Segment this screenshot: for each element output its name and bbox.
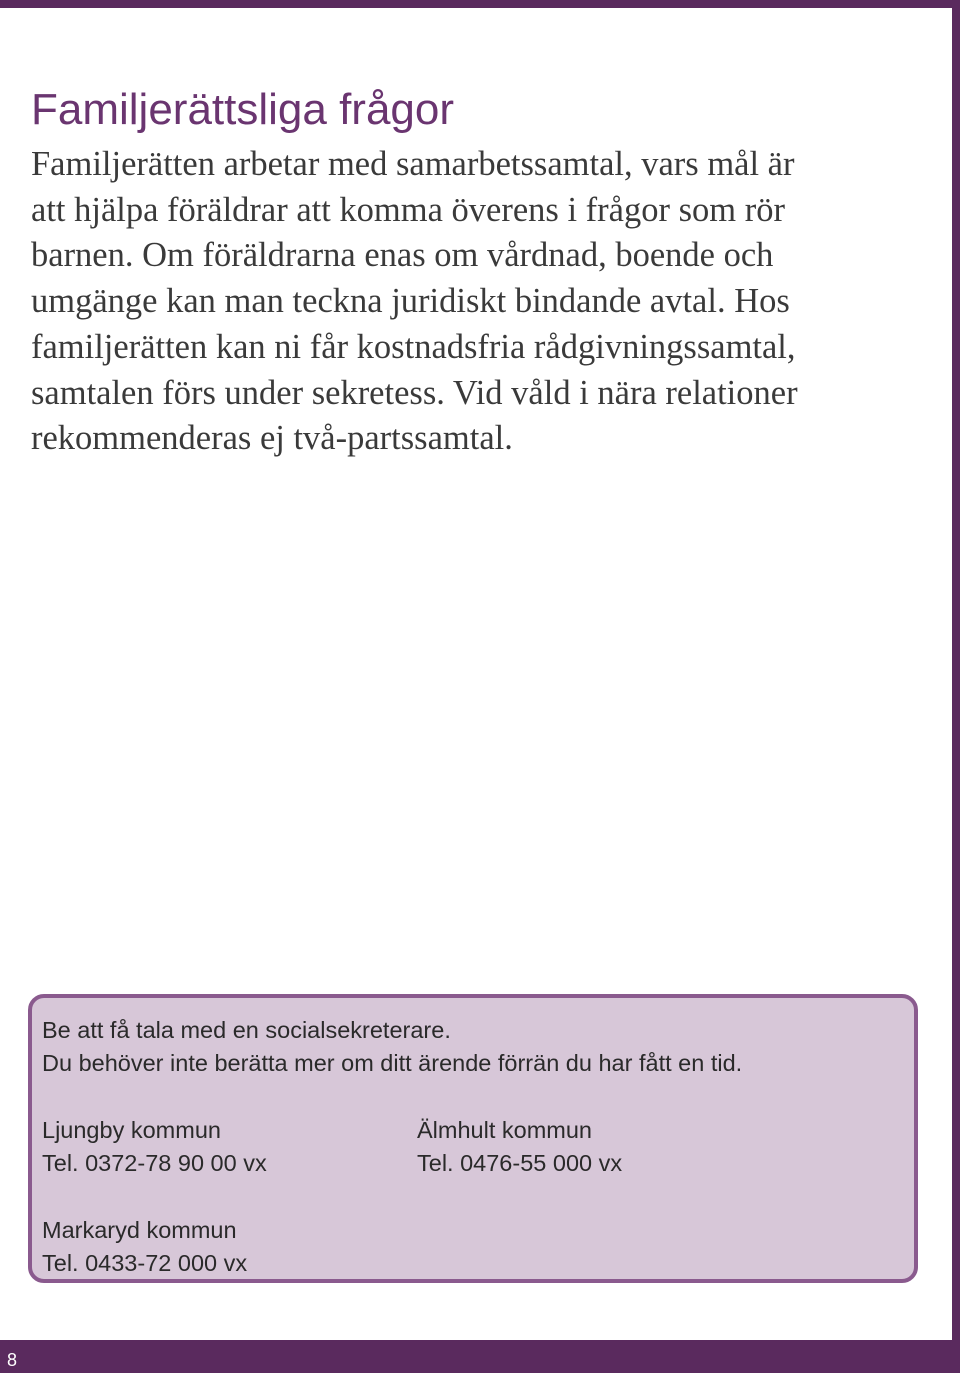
paragraph-line: rekommenderas ej två-partssamtal. [31,419,513,458]
document-page [0,8,952,1340]
paragraph-line: barnen. Om föräldrarna enas om vårdnad, boende och [31,236,774,275]
info-line-request: Be att få tala med en socialsekreterare. [42,1017,451,1043]
paragraph-line: Familjerätten arbetar med samarbetssamtal, vars mål är [31,145,795,183]
contact-info-box [28,994,918,1283]
contact-name-ljungby: Ljungby kommun [42,1117,221,1143]
contact-phone-almhult: Tel. 0476-55 000 vx [417,1150,623,1176]
contact-phone-markaryd: Tel. 0433-72 000 vx [42,1250,248,1276]
paragraph-line: familjerätten kan ni får kostnadsfria rådgivningssamtal, [31,327,796,366]
contact-phone-ljungby: Tel. 0372-78 90 00 vx [42,1150,267,1176]
paragraph-line: samtalen förs under sekretess. Vid våld i nära relationer [31,373,798,412]
page-number: 8 [7,1350,18,1370]
info-line-notice: Du behöver inte berätta mer om ditt ärende förrän du har fått en tid. [42,1050,743,1076]
paragraph-line: umgänge kan man teckna juridiskt bindande avtal. Hos [31,282,790,321]
body-paragraph [31,142,798,462]
contact-name-markaryd: Markaryd kommun [42,1217,237,1243]
page-heading: Familjerättsliga frågor [31,85,455,134]
paragraph-line: att hjälpa föräldrar att komma överens i frågor som rör [31,190,785,229]
contact-name-almhult: Älmhult kommun [417,1117,592,1143]
